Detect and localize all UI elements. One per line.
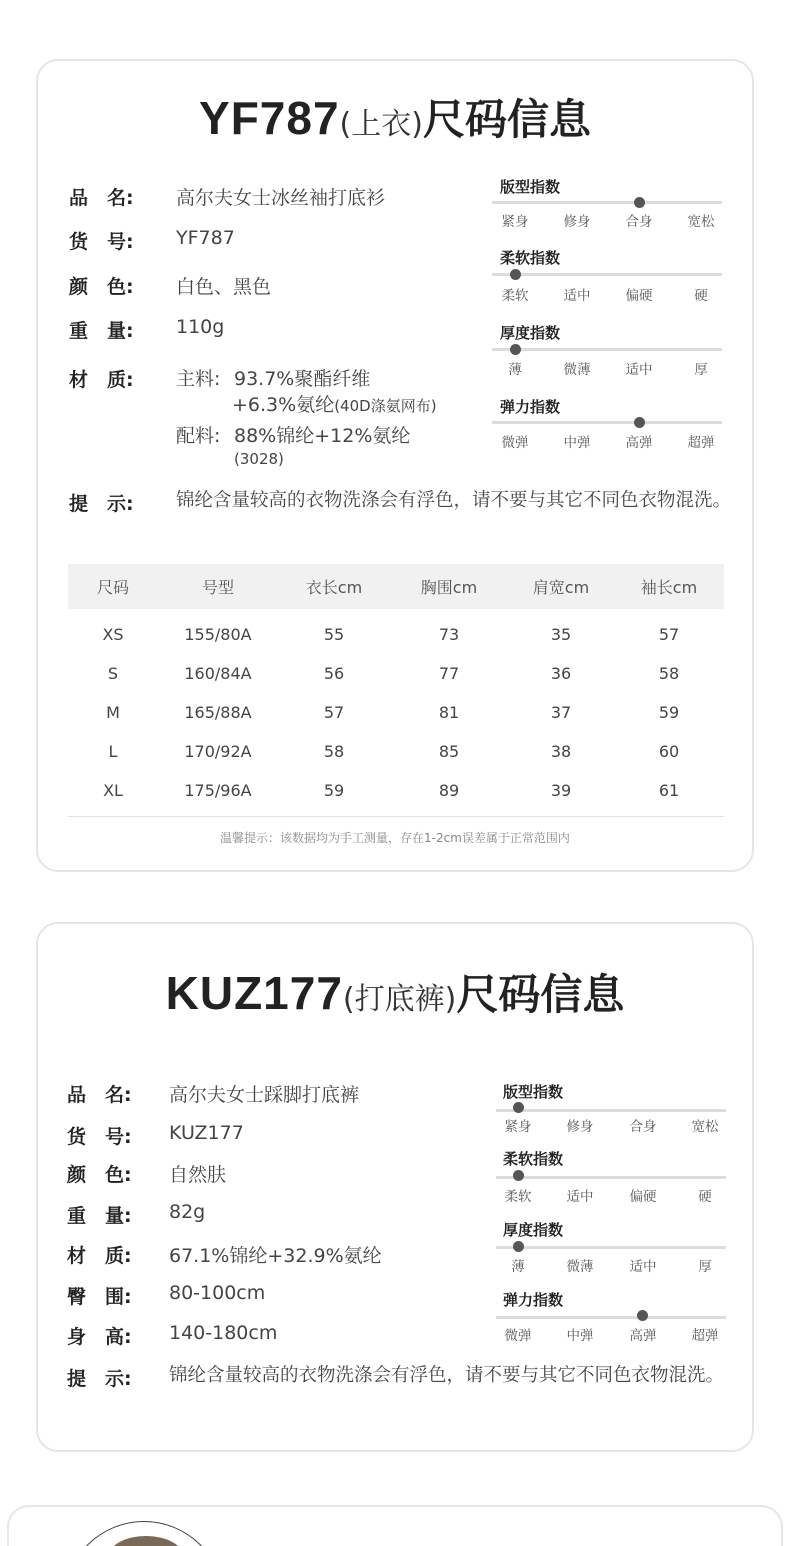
gauge-label: 薄: [511, 1259, 525, 1275]
table-cell: 77: [438, 664, 460, 683]
size-table: [68, 564, 724, 810]
table-cell: 73: [438, 625, 460, 644]
card-title: [38, 87, 752, 147]
spec-value-hip: 80-100cm: [169, 1282, 266, 1304]
gauge-track: [492, 273, 722, 276]
gauge-track: [492, 348, 722, 351]
gauge-title: 厚度指数: [500, 324, 561, 342]
gauge-title: 版型指数: [500, 178, 561, 196]
table-cell: XS: [102, 625, 124, 644]
gauge-label: 高弹: [625, 435, 653, 451]
gauge-label: 偏硬: [625, 288, 653, 304]
table-header: 袖长cm: [614, 564, 724, 609]
size-info-card-top: [36, 59, 754, 872]
table-cell: 35: [550, 625, 572, 644]
gauge-label: 适中: [629, 1259, 657, 1275]
table-cell: M: [106, 703, 120, 722]
tip-label: 提 示:: [69, 493, 134, 515]
material-main-line2: +6.3%氨纶(40D涤氨网布): [232, 394, 437, 416]
table-header: 号型: [158, 564, 278, 609]
table-cell: 59: [658, 703, 680, 722]
gauge-title: 弹力指数: [500, 398, 561, 416]
measurement-note: 温馨提示：该数据均为手工测量，存在1-2cm误差属于正常范围内: [220, 831, 570, 845]
spec-label-material: 材 质:: [69, 369, 134, 391]
gauge-label: 薄: [508, 362, 522, 378]
table-header: 衣长cm: [278, 564, 390, 609]
table-cell: 37: [550, 703, 572, 722]
gauge-indicator: [637, 1310, 648, 1321]
spec-value-color: 白色、黑色: [176, 276, 272, 298]
table-cell: 85: [438, 742, 460, 761]
gauge-label: 适中: [625, 362, 653, 378]
spec-label-sku: 货 号:: [67, 1126, 132, 1148]
product-code-title: KUZ177: [165, 967, 343, 1019]
spec-label-weight: 重 量:: [69, 320, 134, 342]
table-header: 胸围cm: [390, 564, 508, 609]
gauge-indicator: [513, 1241, 524, 1252]
table-row: [68, 693, 724, 732]
table-cell: XL: [103, 781, 123, 800]
model-card-partial: [7, 1505, 783, 1546]
table-cell: 160/84A: [184, 664, 252, 683]
gauge-label: 中弹: [563, 435, 591, 451]
spec-label-color: 颜 色:: [67, 1164, 132, 1186]
table-cell: 155/80A: [184, 625, 252, 644]
card-title: [38, 962, 752, 1022]
table-cell: 36: [550, 664, 572, 683]
gauge-label: 超弹: [687, 435, 715, 451]
gauge-label: 宽松: [691, 1119, 719, 1135]
table-header: 肩宽cm: [508, 564, 614, 609]
gauge-label: 合身: [629, 1119, 657, 1135]
gauge-label: 微弹: [504, 1328, 532, 1344]
spec-label-color: 颜 色:: [69, 276, 134, 298]
table-cell: 38: [550, 742, 572, 761]
spec-value-name: 高尔夫女士冰丝袖打底衫: [176, 187, 386, 209]
table-cell: 89: [438, 781, 460, 800]
spec-label-height: 身 高:: [67, 1326, 132, 1348]
spec-label-hip: 臀 围:: [67, 1286, 132, 1308]
gauge-label: 微弹: [501, 435, 529, 451]
table-cell: 39: [550, 781, 572, 800]
table-cell: L: [108, 742, 118, 761]
spec-value-sku: KUZ177: [169, 1122, 244, 1144]
table-cell: S: [107, 664, 119, 683]
table-cell: 165/88A: [184, 703, 252, 722]
gauge-label: 超弹: [691, 1328, 719, 1344]
title-suffix: 尺码信息: [422, 95, 591, 144]
gauge-label: 紧身: [501, 214, 529, 230]
table-cell: 58: [323, 742, 345, 761]
gauge-label: 合身: [625, 214, 653, 230]
gauge-indicator: [634, 197, 645, 208]
spec-value-weight: 82g: [169, 1201, 206, 1223]
spec-label-weight: 重 量:: [67, 1205, 132, 1227]
material-aux-label: 配料:: [176, 425, 221, 447]
product-code-title: YF787: [199, 92, 340, 144]
spec-label-name: 品 名:: [67, 1084, 132, 1106]
gauge-label: 柔软: [501, 288, 529, 304]
table-row: [68, 609, 724, 654]
table-cell: 59: [323, 781, 345, 800]
size-info-card-bottom: [36, 922, 754, 1452]
table-row: [68, 654, 724, 693]
material-main-line1: 93.7%聚酯纤维: [234, 368, 371, 390]
product-type-title: (打底裤): [342, 982, 457, 1017]
material-main-note: (40D涤氨网布): [334, 397, 437, 415]
table-divider: [68, 816, 724, 817]
model-photo: [109, 1536, 183, 1546]
gauge-label: 宽松: [687, 214, 715, 230]
gauge-track: [496, 1316, 726, 1319]
gauge-label: 微薄: [563, 362, 591, 378]
spec-label-material: 材 质:: [67, 1245, 132, 1267]
gauge-indicator: [513, 1170, 524, 1181]
gauge-title: 版型指数: [503, 1083, 564, 1101]
gauge-track: [496, 1109, 726, 1112]
table-header-row: [68, 564, 724, 609]
spec-value-height: 140-180cm: [169, 1322, 278, 1344]
gauge-indicator: [513, 1102, 524, 1113]
tip-text: 锦纶含量较高的衣物洗涤会有浮色，请不要与其它不同色衣物混洗。: [169, 1365, 725, 1386]
gauge-label: 适中: [563, 288, 591, 304]
model-avatar: [64, 1521, 224, 1546]
gauge-indicator: [634, 417, 645, 428]
material-aux-line1: 88%锦纶+12%氨纶: [234, 425, 411, 447]
table-cell: 57: [658, 625, 680, 644]
gauge-label: 偏硬: [629, 1189, 657, 1205]
gauge-label: 硬: [698, 1189, 712, 1205]
table-cell: 170/92A: [184, 742, 252, 761]
gauge-label: 高弹: [629, 1328, 657, 1344]
table-cell: 58: [658, 664, 680, 683]
gauge-label: 硬: [694, 288, 708, 304]
spec-label-sku: 货 号:: [69, 231, 134, 253]
spec-value-name: 高尔夫女士踩脚打底裤: [169, 1084, 360, 1106]
title-suffix: 尺码信息: [456, 970, 625, 1019]
gauge-track: [496, 1176, 726, 1179]
gauge-track: [492, 201, 722, 204]
gauge-label: 中弹: [566, 1328, 594, 1344]
tip-text: 锦纶含量较高的衣物洗涤会有浮色，请不要与其它不同色衣物混洗。: [176, 490, 732, 511]
table-cell: 175/96A: [184, 781, 252, 800]
material-aux-note: (3028): [234, 450, 284, 468]
spec-value-weight: 110g: [176, 316, 225, 338]
table-cell: 57: [323, 703, 345, 722]
spec-label-name: 品 名:: [69, 187, 134, 209]
table-cell: 56: [323, 664, 345, 683]
tip-label: 提 示:: [67, 1368, 132, 1390]
gauge-indicator: [510, 344, 521, 355]
gauge-indicator: [510, 269, 521, 280]
gauge-label: 柔软: [504, 1189, 532, 1205]
gauge-title: 弹力指数: [503, 1291, 564, 1309]
table-header: 尺码: [68, 564, 158, 609]
spec-value-color: 自然肤: [169, 1164, 227, 1186]
spec-value-material: 67.1%锦纶+32.9%氨纶: [169, 1245, 382, 1267]
gauge-label: 修身: [563, 214, 591, 230]
gauge-label: 适中: [566, 1189, 594, 1205]
gauge-label: 厚: [698, 1259, 712, 1275]
table-cell: 60: [658, 742, 680, 761]
gauge-label: 紧身: [504, 1119, 532, 1135]
gauge-title: 柔软指数: [503, 1150, 564, 1168]
gauge-title: 厚度指数: [503, 1221, 564, 1239]
table-cell: 55: [323, 625, 345, 644]
product-type-title: (上衣): [339, 107, 423, 142]
table-row: [68, 732, 724, 771]
gauge-title: 柔软指数: [500, 249, 561, 267]
table-cell: 61: [658, 781, 680, 800]
table-cell: 81: [438, 703, 460, 722]
gauge-track: [496, 1246, 726, 1249]
table-row: [68, 771, 724, 810]
gauge-label: 厚: [694, 362, 708, 378]
gauge-label: 修身: [566, 1119, 594, 1135]
gauge-label: 微薄: [566, 1259, 594, 1275]
spec-value-sku: YF787: [176, 227, 235, 249]
material-main-label: 主料:: [176, 368, 221, 390]
gauge-track: [492, 421, 722, 424]
